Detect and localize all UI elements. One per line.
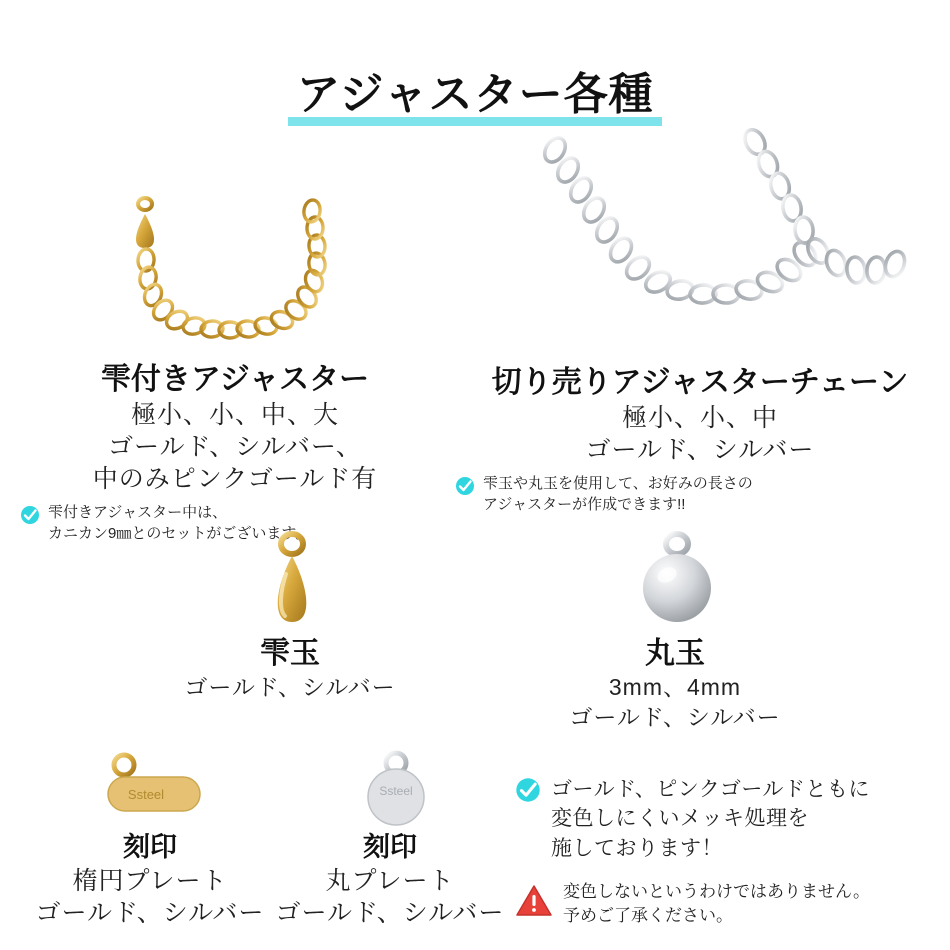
oval-plate-section: [30, 745, 270, 929]
left-adjuster-sizes: 極小、小、中、大: [130, 401, 339, 430]
page-title: [288, 58, 661, 128]
plating-note-line2: 変色しにくいメッキ処理を: [551, 807, 809, 831]
right-chain-caption: [455, 364, 945, 515]
silver-adjuster-chain-photo: [455, 120, 945, 360]
drop-bead-section: [130, 530, 450, 703]
round-bead-heading: 丸玉: [645, 637, 705, 670]
round-plate-section: [270, 745, 510, 929]
check-icon: [20, 505, 40, 525]
left-adjuster-note-line2: カニカン9㎜とのセットがございます。: [48, 524, 311, 542]
right-chain-section: [455, 120, 945, 515]
gold-drop-adjuster-chain-photo: [20, 190, 450, 355]
round-bead-caption: [510, 635, 840, 732]
oval-plate-subheading: 楕円プレート: [72, 866, 228, 895]
plating-note-line1: ゴールド、ピンクゴールドともに: [551, 778, 870, 801]
plating-note: [515, 775, 935, 863]
oval-plate-stamp-text: Ssteel: [127, 787, 165, 802]
check-icon: [455, 476, 475, 496]
oval-plate-heading: 刻印: [123, 832, 177, 862]
gold-oval-stamp-plate-photo: [30, 745, 270, 830]
right-chain-note-line2: アジャスターが作成できます!!: [483, 495, 686, 513]
right-chain-note-text: [483, 474, 753, 515]
round-plate-subheading: 丸プレート: [325, 866, 455, 895]
warning-note-line2: 予めご了承ください。: [563, 905, 733, 925]
left-adjuster-colors: ゴールド、シルバー、: [108, 433, 362, 462]
check-icon: [515, 777, 541, 803]
page-title-text: アジャスター各種: [296, 70, 654, 119]
right-chain-note-line1: 雫玉や丸玉を使用して、お好みの長さの: [483, 475, 753, 493]
warning-note-line1: 変色しないというわけではありません。: [563, 882, 871, 901]
left-adjuster-section: [20, 190, 450, 544]
silver-round-bead-photo: [510, 530, 840, 635]
warning-note-text: [563, 880, 870, 928]
gold-drop-bead-photo: [130, 530, 450, 635]
drop-bead-colors: ゴールド、シルバー: [184, 674, 396, 701]
right-chain-sizes: 極小、小、中: [621, 404, 778, 433]
round-bead-section: [510, 530, 840, 732]
warning-triangle-icon: [515, 884, 553, 918]
left-adjuster-note-line1: 雫付きアジャスター中は、: [48, 504, 228, 522]
right-chain-note: [455, 474, 945, 515]
left-adjuster-extra: 中のみピンクゴールド有: [92, 465, 378, 494]
oval-plate-caption: [30, 830, 270, 929]
oval-plate-colors: ゴールド、シルバー: [35, 898, 265, 927]
drop-bead-caption: [130, 635, 450, 703]
silver-round-stamp-plate-photo: [270, 745, 510, 830]
round-plate-stamp-text: Ssteel: [379, 784, 413, 798]
right-chain-colors: ゴールド、シルバー: [585, 436, 815, 465]
round-plate-colors: ゴールド、シルバー: [275, 898, 505, 927]
left-adjuster-heading: 雫付きアジャスター: [100, 363, 370, 396]
round-plate-caption: [270, 830, 510, 929]
round-bead-sizes: 3mm、4mm: [608, 674, 742, 701]
left-adjuster-caption: [20, 361, 450, 544]
title-area: [0, 58, 950, 128]
plating-note-line3: 施しております！: [551, 836, 723, 860]
round-plate-heading: 刻印: [363, 832, 417, 862]
plating-note-text: [551, 775, 870, 863]
round-bead-colors: ゴールド、シルバー: [569, 703, 781, 730]
warning-note: [515, 880, 935, 928]
drop-bead-heading: 雫玉: [260, 637, 320, 670]
right-chain-heading: 切り売りアジャスターチェーン: [491, 366, 909, 399]
